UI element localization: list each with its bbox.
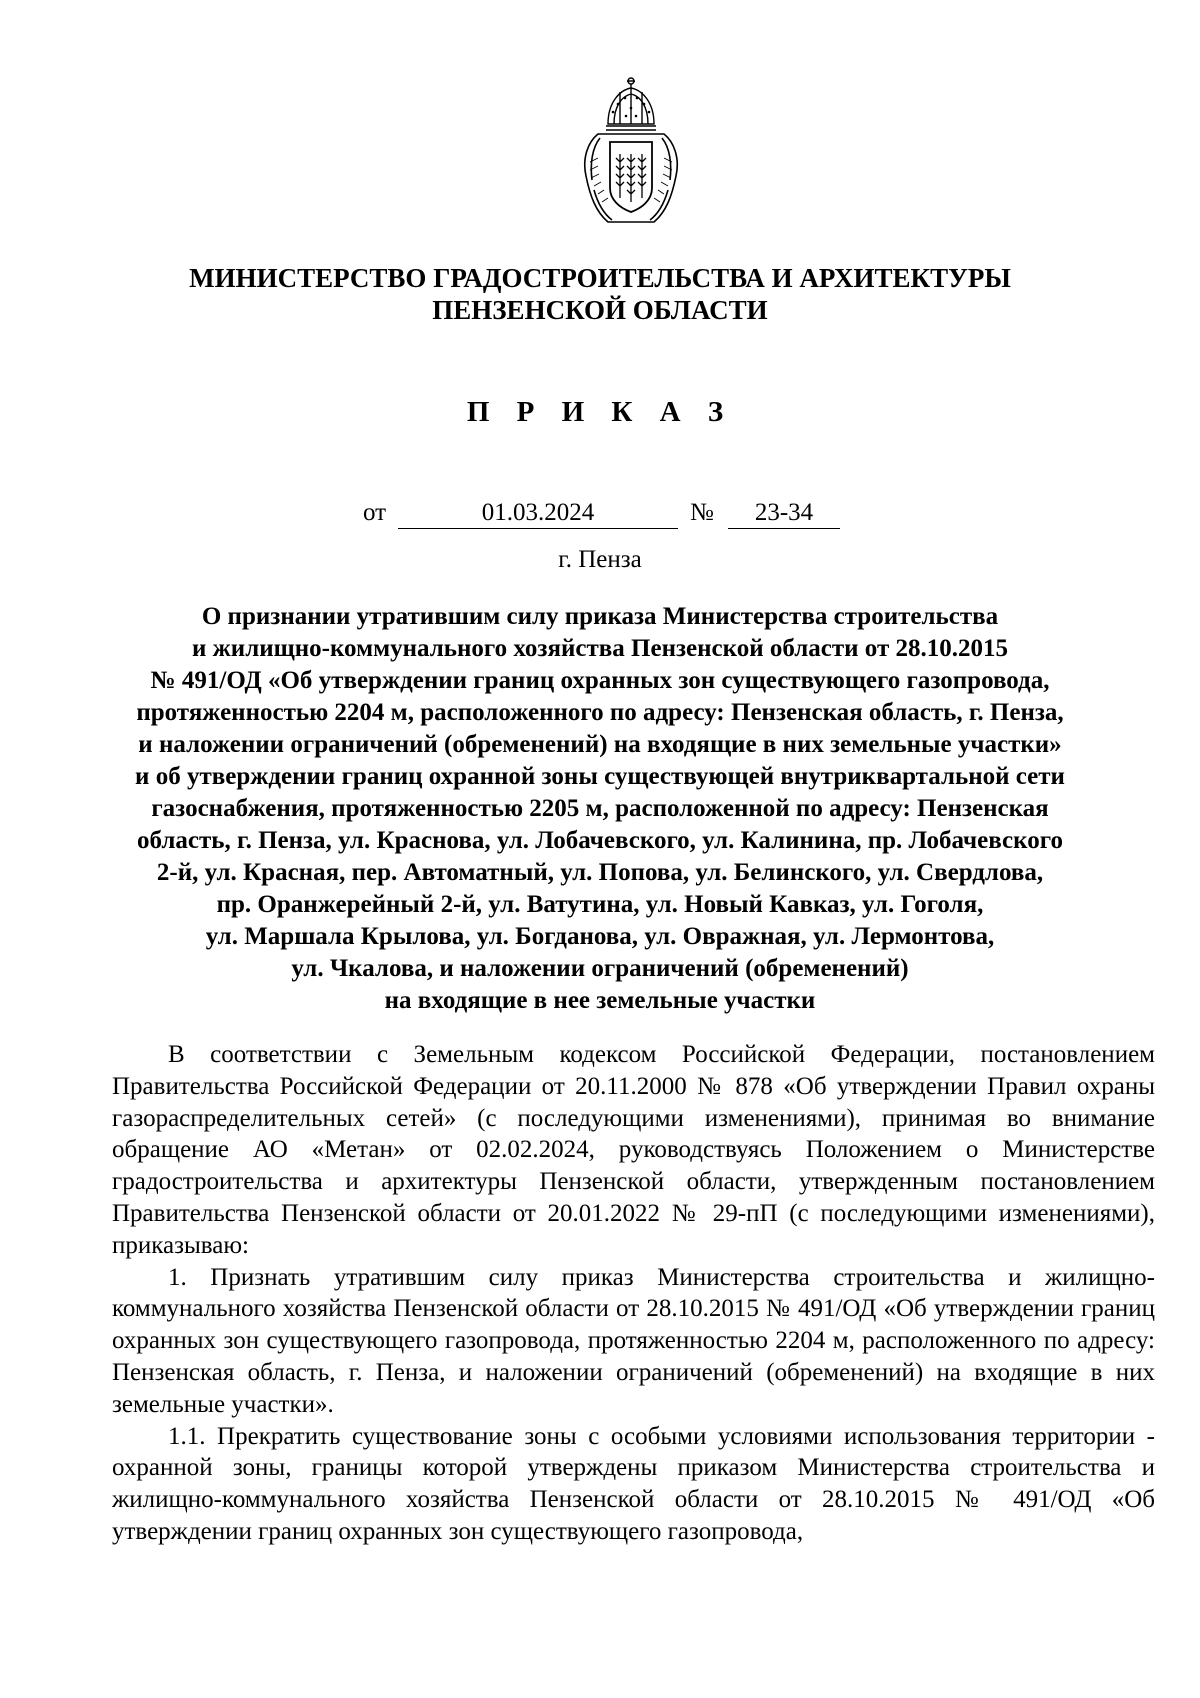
coat-of-arms-emblem: [568, 72, 694, 232]
ministry-name-line-2: ПЕНЗЕНСКОЙ ОБЛАСТИ: [432, 295, 768, 325]
subject-line: ул. Маршала Крылова, ул. Богданова, ул. Овражная, ул. Лермонтова,: [205, 923, 995, 950]
document-type-title: П Р И К А З: [466, 396, 734, 428]
subject-line: и жилищно-коммунального хозяйства Пензенской области от 28.10.2015: [192, 635, 1008, 662]
subject-line: и об утверждении границ охранной зоны существующей внутриквартальной сети: [135, 763, 1065, 790]
subject-line: пр. Оранжерейный 2-й, ул. Ватутина, ул. Новый Кавказ, ул. Гоголя,: [216, 891, 984, 918]
subject-line: № 491/ОД «Об утверждении границ охранных зон существующего газопровода,: [150, 667, 1050, 694]
date-label: от: [363, 499, 387, 526]
order-body: [112, 1039, 1155, 1548]
city-name: г. Пенза: [558, 546, 642, 573]
clause-1-paragraph: 1. Признать утратившим силу приказ Министерства строительства и жилищно-коммунального хозяйства Пензенской области от 28.10.2015 № 491/ОД «Об утверждении границ охранных зон существующего газопровода, протяженностью 2204 м, расположенного по адресу: Пензенская область, г. Пенза, и наложении ограничений (обременений) на входящие в них земельные участки».: [112, 1263, 1155, 1418]
subject-line: на входящие в нее земельные участки: [384, 987, 816, 1014]
order-subject: [60, 601, 1140, 1017]
clause-1-1-paragraph: 1.1. Прекратить существование зоны с особыми условиями использования территории - охранной зоны, границы которой утверждены приказом Министерства строительства и жилищно-коммунального хозяйства Пензенской области от 28.10.2015 № 491/ОД «Об утверждении границ охранных зон существующего газопровода,: [112, 1422, 1155, 1545]
number-label: №: [690, 499, 714, 526]
document-date: 01.03.2024: [398, 498, 678, 529]
ministry-name-line-1: МИНИСТЕРСТВО ГРАДОСТРОИТЕЛЬСТВА И АРХИТЕКТУРЫ: [189, 263, 1011, 293]
subject-line: 2-й, ул. Красная, пер. Автоматный, ул. Попова, ул. Белинского, ул. Свердлова,: [156, 859, 1044, 886]
subject-line: О признании утратившим силу приказа Министерства строительства: [201, 603, 999, 630]
ministry-header: [60, 262, 1140, 326]
subject-line: газоснабжения, протяженностью 2205 м, расположенной по адресу: Пензенская: [151, 795, 1049, 822]
document-number: 23-34: [728, 498, 840, 529]
subject-line: протяженностью 2204 м, расположенного по адресу: Пензенская область, г. Пенза,: [136, 699, 1064, 726]
subject-line: область, г. Пенза, ул. Краснова, ул. Лобачевского, ул. Калинина, пр. Лобачевского: [137, 827, 1063, 854]
subject-line: ул. Чкалова, и наложении ограничений (обременений): [291, 955, 909, 982]
subject-line: и наложении ограничений (обременений) на входящие в них земельные участки»: [138, 731, 1062, 758]
preamble-paragraph: В соответствии с Земельным кодексом Российской Федерации, постановлением Правительства Российской Федерации от 20.11.2000 № 878 «Об утверждении Правил охраны газораспределительных сетей» (с последующими изменениями), принимая во внимание обращение АО «Метан» от 02.02.2024, руководствуясь Положением о Министерстве градостроительства и архитектуры Пензенской области, утвержденным постановлением Правительства Пензенской области от 20.01.2022 № 29-пП (с последующими изменениями), приказываю:: [112, 1041, 1155, 1259]
